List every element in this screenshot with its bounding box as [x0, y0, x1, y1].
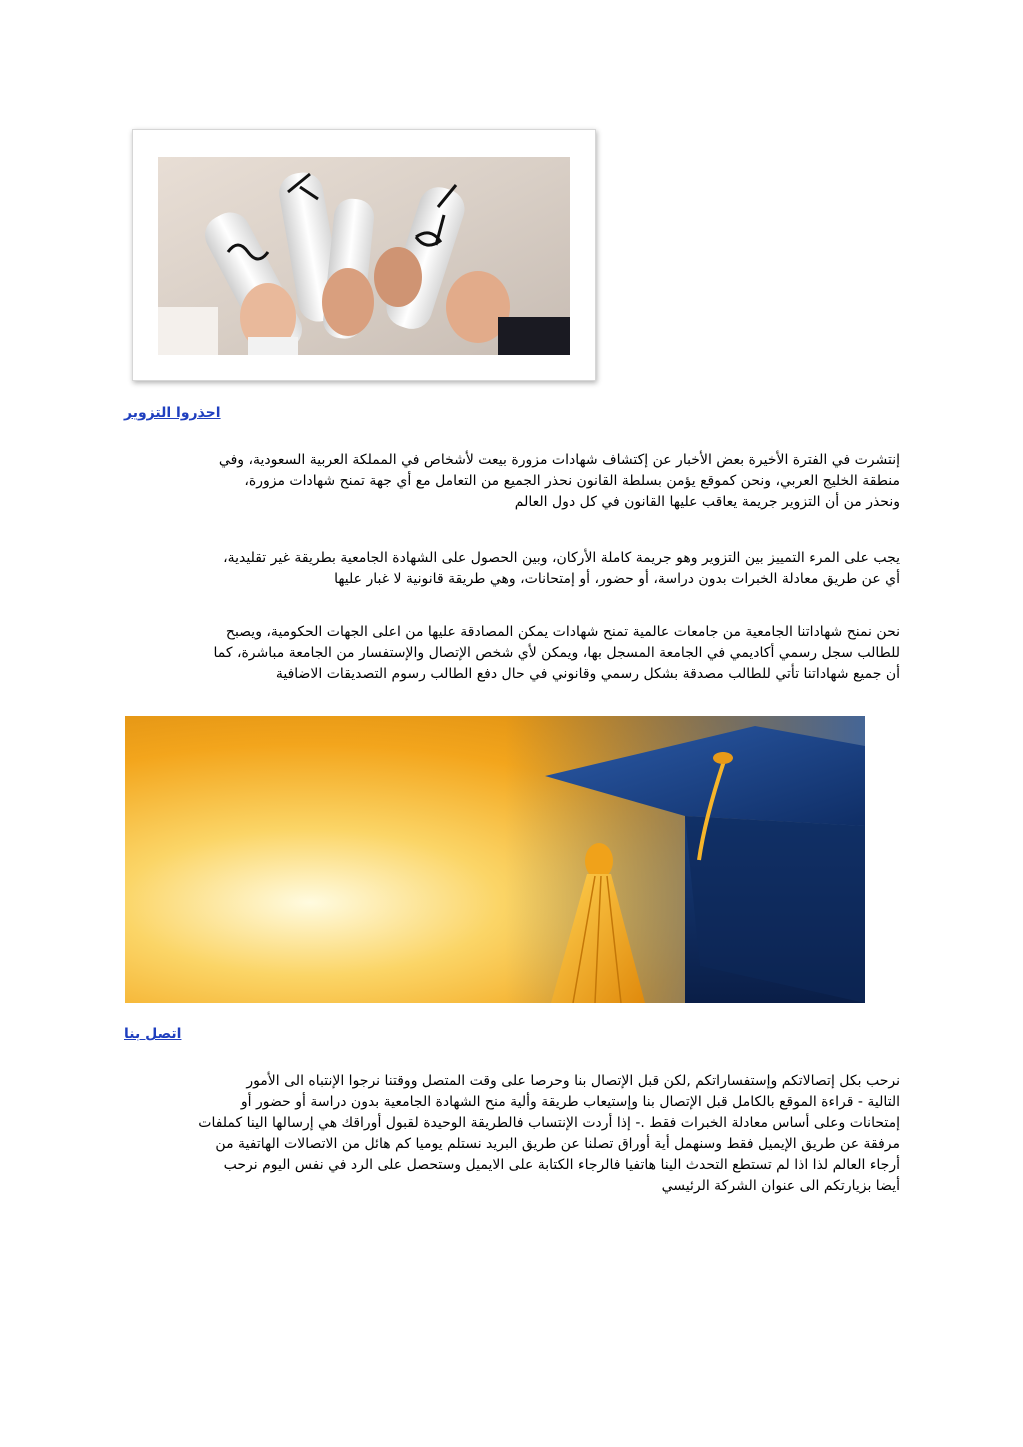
- paragraph-forgery-news: [124, 450, 900, 513]
- text-line: إمتحانات وعلى أساس معادلة الخبرات فقط .- إذا أردت الإنتساب فالطريقة الوحيدة لقبول أوراقك هي إرسالها الينا كملفات: [198, 1115, 900, 1131]
- paragraph-our-certificates: [124, 622, 900, 685]
- text-line: مرفقة عن طريق الإيميل فقط وسنهمل أية أوراق تصلنا عن طريق البريد نستلم يوميا كم هائل من الاتصالات الهاتفية من: [215, 1136, 900, 1152]
- text-line: أرجاء العالم لذا اذا لم تستطع التحدث الينا هاتفيا فالرجاء الكتابة على الايميل وستحصل على الرد في نفس اليوم نرحب: [223, 1157, 900, 1173]
- text-line: نرحب بكل إتصالاتكم وإستفساراتكم ,لكن قبل الإتصال بنا وحرصا على وقت المتصل ووقتنا نرجوا الإنتباه الى الأمور: [246, 1073, 900, 1089]
- text-line: إنتشرت في الفترة الأخيرة بعض الأخبار عن إكتشاف شهادات مزورة بيعت لأشخاص في المملكة العربية السعودية، وفي: [218, 452, 900, 468]
- diploma-hands-illustration: [158, 157, 570, 355]
- text-line: منطقة الخليج العربي، ونحن كموقع يؤمن بسلطة القانون نحذر الجميع من التعامل مع أي جهة تمنح شهادات مزورة،: [244, 473, 900, 489]
- paragraph-contact-info: [124, 1071, 900, 1197]
- text-line: ونحذر من أن التزوير جريمة يعاقب عليها القانون في كل دول العالم: [514, 494, 900, 510]
- graduation-cap-photo: [125, 716, 865, 1003]
- paragraph-distinguish-forgery: [124, 548, 900, 590]
- graduation-cap-illustration: [125, 716, 865, 1003]
- section-heading-beware-forgery[interactable]: احذروا التزوير: [124, 405, 221, 421]
- diploma-photo-frame: [132, 129, 596, 381]
- text-line: أن جميع شهاداتنا تأتي للطالب مصدقة بشكل رسمي وقانوني في حال دفع الطالب رسوم التصديقات الاضافية: [275, 666, 900, 682]
- text-line: أي عن طريق معادلة الخبرات بدون دراسة، أو حضور، أو إمتحانات، وهي طريقة قانونية لا غبار عليها: [334, 571, 900, 587]
- text-line: التالية - قراءة الموقع بالكامل قبل الإتصال بنا وإستيعاب طريقة وألية منح الشهادة الجامعية بدون دراسة أو حضور أو: [240, 1094, 900, 1110]
- section-heading-contact-us[interactable]: اتصل بنا: [124, 1026, 182, 1042]
- text-line: يجب على المرء التمييز بين التزوير وهو جريمة كاملة الأركان، وبين الحصول على الشهادة الجامعية بطريقة غير تقليدية،: [223, 550, 900, 566]
- text-line: للطالب سجل رسمي أكاديمي في الجامعة المسجل بها، ويمكن لأي شخص الإتصال والإستفسار من الجامعة مباشرة، كما: [213, 645, 900, 661]
- text-line: أيضا بزيارتكم الى عنوان الشركة الرئيسي: [661, 1178, 900, 1194]
- diploma-hands-photo: [158, 157, 570, 355]
- text-line: نحن نمنح شهاداتنا الجامعية من جامعات عالمية تمنح شهادات يمكن المصادقة عليها من اعلى الجهات الحكومية، ويصبح: [225, 624, 900, 640]
